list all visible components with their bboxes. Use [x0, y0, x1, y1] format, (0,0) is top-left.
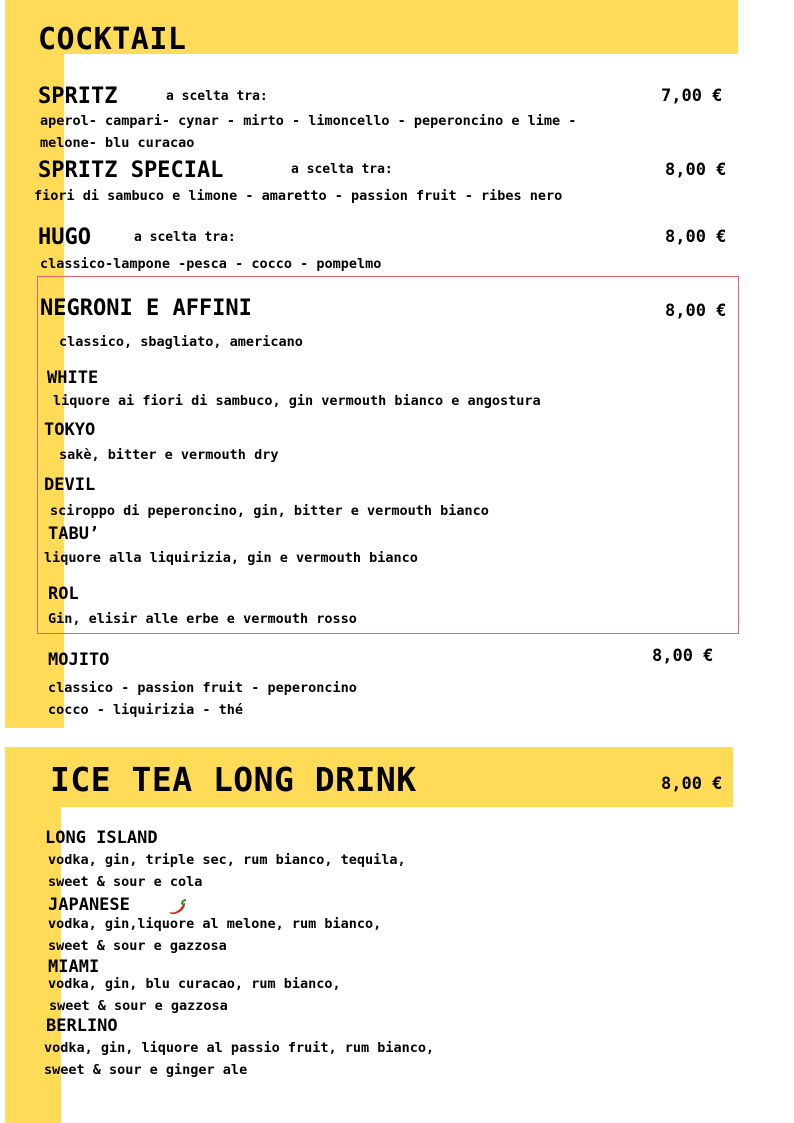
long-island-line2: sweet & sour e cola: [48, 874, 203, 890]
long-island-line1: vodka, gin, triple sec, rum bianco, tequila,: [48, 852, 406, 868]
hugo-price: 8,00 €: [665, 227, 727, 247]
negroni-price: 8,00 €: [665, 301, 727, 321]
hugo-name: HUGO: [38, 225, 91, 250]
mojito-options-line2: cocco - liquirizia - thé: [48, 702, 244, 718]
long-island-name: LONG ISLAND: [45, 828, 158, 848]
cocktail-title: COCKTAIL: [38, 22, 187, 57]
spritz-name: SPRITZ: [38, 84, 118, 109]
hugo-options: classico-lampone -pesca - cocco - pompelmo: [40, 256, 382, 272]
icetea-title: ICE TEA LONG DRINK: [50, 760, 417, 799]
hugo-choice: a scelta tra:: [134, 230, 236, 245]
berlino-line1: vodka, gin, liquore al passio fruit, rum bianco,: [44, 1040, 435, 1056]
negroni-options: classico, sbagliato, americano: [59, 334, 303, 350]
spritz-choice: a scelta tra:: [166, 89, 268, 104]
rol-desc: Gin, elisir alle erbe e vermouth rosso: [48, 611, 357, 627]
tokyo-desc: sakè, bitter e vermouth dry: [59, 447, 279, 463]
spritz-special-price: 8,00 €: [665, 160, 727, 180]
miami-line2: sweet & sour e gazzosa: [49, 998, 228, 1014]
spritz-special-options: fiori di sambuco e limone - amaretto - passion fruit - ribes nero: [34, 188, 563, 204]
tabu-desc: liquore alla liquirizia, gin e vermouth bianco: [44, 550, 418, 566]
berlino-name: BERLINO: [46, 1016, 118, 1036]
devil-desc: sciroppo di peperoncino, gin, bitter e vermouth bianco: [50, 503, 489, 519]
rol-name: ROL: [48, 584, 79, 604]
spritz-special-name: SPRITZ SPECIAL: [38, 158, 224, 183]
tabu-name: TABU’: [48, 524, 100, 544]
spritz-options-line1: aperol- campari- cynar - mirto - limoncello - peperoncino e lime -: [40, 113, 577, 129]
spritz-options-line2: melone- blu curacao: [40, 135, 195, 151]
mojito-price: 8,00 €: [652, 646, 714, 666]
negroni-name: NEGRONI E AFFINI: [40, 296, 252, 321]
icetea-price: 8,00 €: [661, 774, 723, 794]
white-name: WHITE: [47, 368, 99, 388]
miami-name: MIAMI: [48, 957, 100, 977]
spritz-special-choice: a scelta tra:: [291, 162, 393, 177]
miami-line1: vodka, gin, blu curacao, rum bianco,: [48, 976, 341, 992]
white-desc: liquore ai fiori di sambuco, gin vermouth bianco e angostura: [53, 393, 541, 409]
japanese-line2: sweet & sour e gazzosa: [48, 938, 227, 954]
tokyo-name: TOKYO: [44, 420, 96, 440]
spritz-price: 7,00 €: [661, 86, 723, 106]
devil-name: DEVIL: [44, 475, 96, 495]
berlino-line2: sweet & sour e ginger ale: [44, 1062, 248, 1078]
japanese-name: JAPANESE: [48, 895, 130, 915]
japanese-line1: vodka, gin,liquore al melone, rum bianco,: [48, 916, 382, 932]
mojito-name: MOJITO: [48, 650, 110, 670]
mojito-options-line1: classico - passion fruit - peperoncino: [48, 680, 357, 696]
